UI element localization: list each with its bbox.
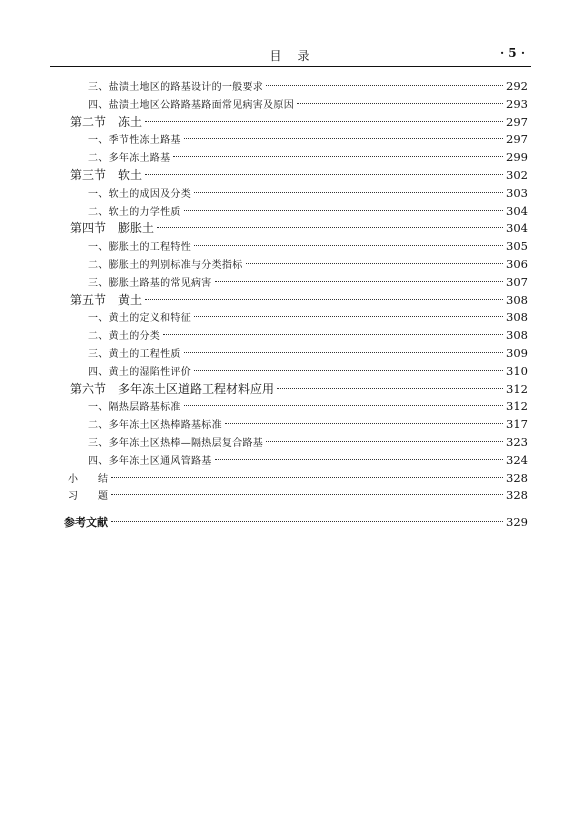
toc-entry-label: 二、黄土的分类 bbox=[88, 331, 161, 343]
toc-entry-page: 317 bbox=[506, 417, 528, 432]
toc-entry-page: 307 bbox=[506, 274, 528, 289]
toc-section-entry[interactable] bbox=[64, 220, 528, 238]
toc-dot-leader bbox=[163, 334, 503, 335]
toc-entry-label: 二、膨胀土的判别标准与分类指标 bbox=[88, 259, 243, 271]
toc-entry-label: 四、黄土的湿陷性评价 bbox=[88, 366, 191, 378]
toc-dot-leader bbox=[184, 138, 503, 139]
page-header bbox=[50, 45, 531, 63]
toc-dot-leader bbox=[111, 477, 503, 478]
toc-entry-label: 习 题 bbox=[68, 491, 108, 503]
toc-entry-label: 三、黄土的工程性质 bbox=[88, 348, 181, 360]
toc-entry[interactable] bbox=[64, 327, 528, 345]
toc-dot-leader bbox=[194, 370, 503, 371]
toc-dot-leader bbox=[297, 103, 503, 104]
toc-dot-leader bbox=[266, 441, 503, 442]
toc-dot-leader bbox=[215, 281, 503, 282]
toc-entry-label: 一、季节性冻土路基 bbox=[88, 135, 181, 147]
toc-dot-leader bbox=[277, 388, 503, 389]
toc-entry-label: 三、盐渍土地区的路基设计的一般要求 bbox=[88, 82, 264, 93]
toc-entry[interactable] bbox=[64, 78, 528, 96]
toc-entry-label: 四、盐渍土地区公路路基路面常见病害及原因 bbox=[88, 99, 294, 111]
toc-section-entry[interactable] bbox=[64, 381, 528, 399]
toc-dot-leader bbox=[215, 459, 503, 460]
toc-dot-leader bbox=[194, 192, 503, 193]
toc-entry-label: 三、多年冻土区热棒—隔热层复合路基 bbox=[88, 437, 264, 449]
toc-entry-label: 第二节 冻土 bbox=[70, 114, 143, 129]
toc-entry-page: 310 bbox=[506, 363, 528, 378]
toc-entry-page: 306 bbox=[506, 256, 528, 271]
toc-entry-label: 三、膨胀土路基的常见病害 bbox=[88, 277, 212, 289]
toc-entry-label: 四、多年冻土区通风管路基 bbox=[88, 455, 212, 467]
toc-entry-references[interactable] bbox=[64, 514, 528, 532]
toc-dot-leader bbox=[266, 85, 503, 86]
toc-entry-page: 312 bbox=[506, 381, 528, 396]
toc-entry-page: 324 bbox=[506, 452, 528, 467]
toc-dot-leader bbox=[184, 405, 503, 406]
toc-entry[interactable] bbox=[64, 434, 528, 452]
toc-dot-leader bbox=[145, 299, 503, 300]
toc-entry[interactable] bbox=[64, 149, 528, 167]
toc-entry-page: 328 bbox=[506, 488, 528, 503]
toc-entry-page: 308 bbox=[506, 292, 528, 307]
toc-dot-leader bbox=[225, 423, 503, 424]
toc-entry-label: 一、黄土的定义和特征 bbox=[88, 313, 191, 325]
toc-dot-leader bbox=[194, 245, 503, 246]
toc-entry[interactable] bbox=[64, 274, 528, 292]
toc-entry[interactable] bbox=[64, 416, 528, 434]
toc-entry-page: 305 bbox=[506, 239, 528, 254]
toc-gap bbox=[64, 505, 528, 514]
toc-dot-leader bbox=[111, 521, 503, 522]
toc-dot-leader bbox=[173, 156, 503, 157]
toc-section-entry[interactable] bbox=[64, 167, 528, 185]
toc-entry-label: 一、膨胀土的工程特性 bbox=[88, 242, 191, 254]
toc-entry-page: 304 bbox=[506, 221, 528, 236]
toc-dot-leader bbox=[184, 210, 503, 211]
toc-dot-leader bbox=[111, 494, 503, 495]
toc-entry-page: 312 bbox=[506, 399, 528, 414]
toc-entry-page: 293 bbox=[506, 96, 528, 111]
toc-entry-page: 302 bbox=[506, 167, 528, 182]
toc-entry-label: 二、多年冻土路基 bbox=[88, 153, 171, 165]
toc-entry-page: 297 bbox=[506, 132, 528, 147]
toc-entry-page: 299 bbox=[506, 150, 528, 165]
toc-entry-page: 304 bbox=[506, 203, 528, 218]
toc-entry-label: 参考文献 bbox=[64, 516, 108, 530]
toc-dot-leader bbox=[157, 227, 503, 228]
toc-entry[interactable] bbox=[64, 452, 528, 470]
toc-entry-page: 308 bbox=[506, 328, 528, 343]
toc-entry-page: 308 bbox=[506, 310, 528, 325]
toc-entry[interactable] bbox=[64, 256, 528, 274]
toc-entry-page: 297 bbox=[506, 114, 528, 129]
toc-entry-label: 第四节 膨胀土 bbox=[70, 221, 155, 236]
toc-entry[interactable] bbox=[64, 363, 528, 381]
toc-entry-label: 第三节 软土 bbox=[70, 167, 143, 182]
toc-dot-leader bbox=[145, 121, 503, 122]
toc-entry-label: 第五节 黄土 bbox=[70, 292, 143, 307]
toc-entry-page: 303 bbox=[506, 185, 528, 200]
toc-dot-leader bbox=[145, 174, 503, 175]
toc-entry[interactable] bbox=[64, 398, 528, 416]
header-rule bbox=[50, 66, 531, 67]
toc-entry-label: 一、软土的成因及分类 bbox=[88, 188, 191, 200]
toc-entries bbox=[64, 78, 528, 505]
header-page-number: · 5 · bbox=[499, 46, 525, 60]
toc-entry[interactable] bbox=[64, 238, 528, 256]
toc-entry-page: 309 bbox=[506, 345, 528, 360]
toc-entry-label: 二、多年冻土区热棒路基标准 bbox=[88, 420, 222, 432]
toc-entry-label: 小 结 bbox=[68, 473, 108, 485]
toc-entry[interactable] bbox=[64, 345, 528, 363]
header-title: 目 录 bbox=[269, 49, 312, 63]
toc-section-entry[interactable] bbox=[64, 114, 528, 132]
toc-entry[interactable] bbox=[64, 185, 528, 203]
toc-entry-label: 二、软土的力学性质 bbox=[88, 206, 181, 218]
table-of-contents bbox=[64, 78, 528, 532]
toc-entry[interactable] bbox=[64, 203, 528, 221]
toc-entry[interactable] bbox=[64, 487, 528, 505]
toc-entry[interactable] bbox=[64, 131, 528, 149]
toc-entry-label: 一、隔热层路基标准 bbox=[88, 402, 181, 414]
toc-dot-leader bbox=[184, 352, 503, 353]
toc-dot-leader bbox=[246, 263, 504, 264]
toc-entry[interactable] bbox=[64, 470, 528, 488]
toc-dot-leader bbox=[194, 316, 503, 317]
toc-entry-page: 329 bbox=[506, 515, 528, 530]
toc-entry[interactable] bbox=[64, 309, 528, 327]
toc-section-entry[interactable] bbox=[64, 292, 528, 310]
toc-entry-page: 328 bbox=[506, 470, 528, 485]
toc-entry-page: 323 bbox=[506, 434, 528, 449]
toc-entry-page: 292 bbox=[506, 79, 528, 93]
toc-entry[interactable] bbox=[64, 96, 528, 114]
toc-entry-label: 第六节 多年冻土区道路工程材料应用 bbox=[70, 381, 275, 396]
